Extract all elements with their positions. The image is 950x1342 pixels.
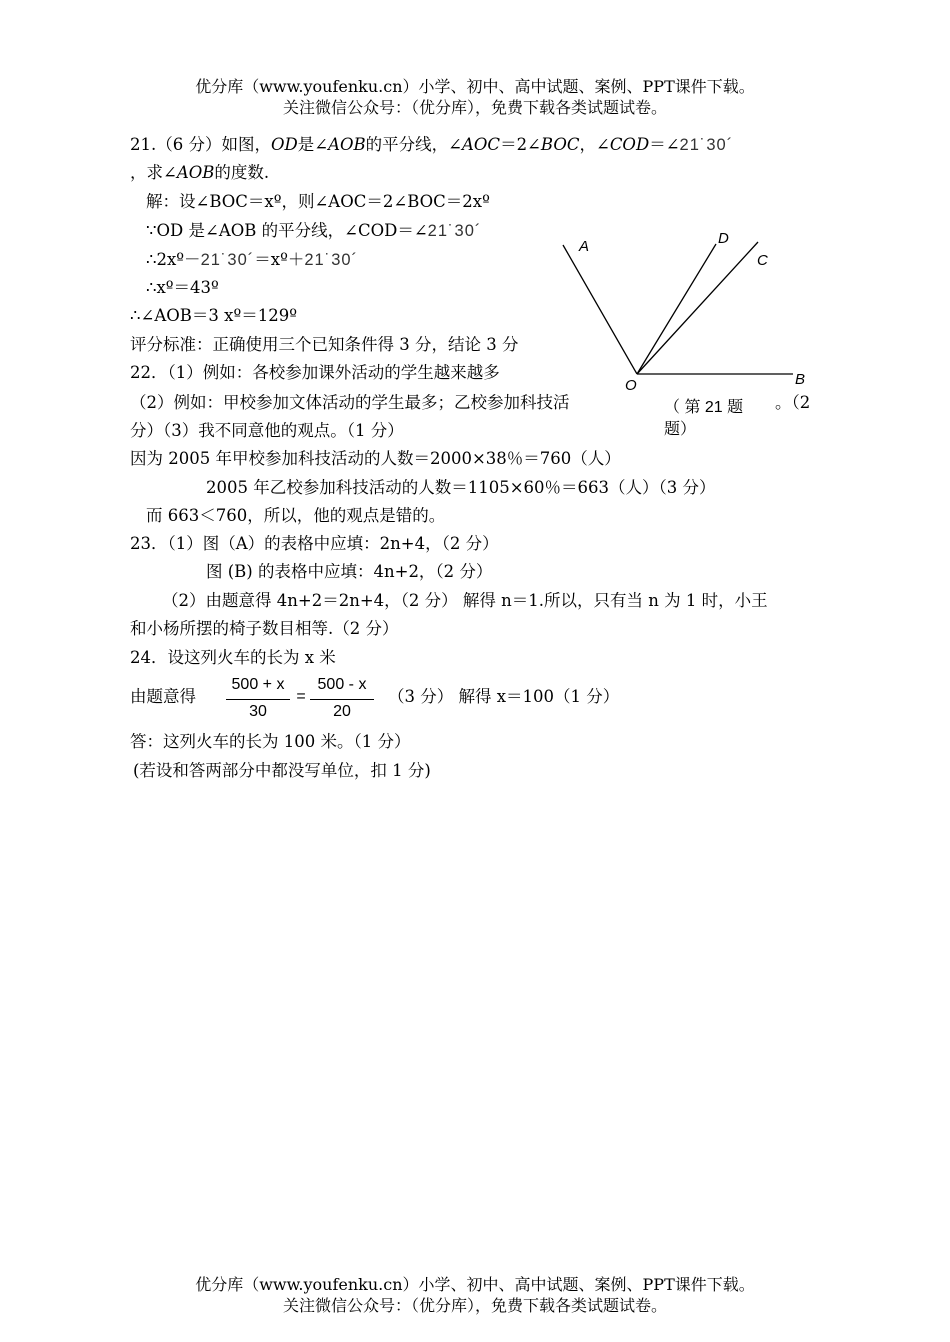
q24-answer: 答：这列火车的长为 100 米。（1 分）	[130, 732, 411, 751]
figure-caption-1: （ 第 21 题	[664, 399, 744, 416]
q22-line-2: （2）例如：甲校参加文体活动的学生最多；乙校参加科技活	[130, 393, 570, 412]
fraction-2-numerator: 500 - x	[317, 676, 367, 693]
q23-line-3: （2）由题意得 4n+2＝2n+4，（2 分） 解得 n＝1.所以，只有当 n 为 1 时，小王	[162, 591, 768, 610]
q23-line-1: 23．（1）图（A）的表格中应填：2n+4，（2 分）	[130, 534, 499, 553]
fraction-1-denominator: 30	[249, 703, 267, 720]
q23-line-2: 图 (B) 的表格中应填：4n+2，（2 分）	[206, 562, 493, 581]
q21-line-2: ，求∠AOB的度数.	[130, 163, 270, 182]
label-d: D	[718, 230, 729, 247]
ray-oa	[563, 245, 637, 374]
ray-oc	[637, 242, 758, 374]
header-line-2: 关注微信公众号：（优分库），免费下载各类试题试卷。	[282, 98, 667, 117]
equals-sign: =	[296, 688, 306, 705]
fraction-1-bar	[226, 699, 290, 700]
header-line-1: 优分库（www.youfenku.cn）小学、初中、高中试题、案例、PPT课件下载。	[195, 77, 755, 96]
q21-solution-2: ∵OD 是∠AOB 的平分线，∠COD＝∠21˙30´	[146, 221, 482, 240]
q21-solution-1: 解：设∠BOC＝xº，则∠AOC＝2∠BOC＝2xº	[146, 192, 490, 211]
q24-note: (若设和答两部分中都没写单位，扣 1 分)	[133, 761, 431, 780]
q21-solution-4: ∴xº＝43º	[146, 278, 219, 297]
ray-od	[637, 244, 716, 374]
label-o: O	[625, 377, 637, 394]
angle-figure	[555, 225, 835, 395]
q21-solution-3: ∴2xº－21˙30´＝xº＋21˙30´	[146, 250, 359, 269]
q22-line-4: 因为 2005 年甲校参加科技活动的人数＝2000×38％＝760（人）	[130, 449, 621, 468]
fraction-2-bar	[310, 699, 374, 700]
q21-line-1: 21.（6 分）如图，OD是∠AOB的平分线，∠AOC＝2∠BOC，∠COD＝∠21˙30´	[130, 135, 734, 154]
angle-value: 21˙30´	[679, 136, 734, 154]
q22-line-6: 而 663＜760，所以，他的观点是错的。	[146, 506, 446, 525]
footer-line-2: 关注微信公众号：（优分库），免费下载各类试题试卷。	[282, 1296, 667, 1315]
footer-line-1: 优分库（www.youfenku.cn）小学、初中、高中试题、案例、PPT课件下载。	[195, 1275, 755, 1294]
q24-lead: 由题意得	[130, 687, 196, 706]
label-c: C	[757, 252, 768, 269]
q23-line-4: 和小杨所摆的椅子数目相等.（2 分）	[130, 619, 399, 638]
q22-line-5: 2005 年乙校参加科技活动的人数＝1105×60％＝663（人）（3 分）	[206, 478, 716, 497]
q21-solution-5: ∴∠AOB＝3 xº＝129º	[130, 306, 297, 325]
q24-tail: （3 分） 解得 x＝100（1 分）	[388, 687, 620, 706]
q22-line-3: 分）（3）我不同意他的观点。（1 分）	[130, 421, 404, 440]
q21-grading: 评分标准：正确使用三个已知条件得 3 分，结论 3 分	[130, 335, 519, 354]
q22-line-2-end: 。（2	[775, 393, 811, 412]
figure-caption-2: 题）	[664, 421, 697, 438]
q22-line-1: 22．（1）例如：各校参加课外活动的学生越来越多	[130, 363, 500, 382]
fraction-1-numerator: 500 + x	[231, 676, 285, 693]
label-b: B	[795, 371, 806, 388]
label-a: A	[579, 238, 590, 255]
fraction-2-denominator: 20	[333, 703, 351, 720]
q24-line-1: 24．设这列火车的长为 x 米	[130, 648, 336, 667]
